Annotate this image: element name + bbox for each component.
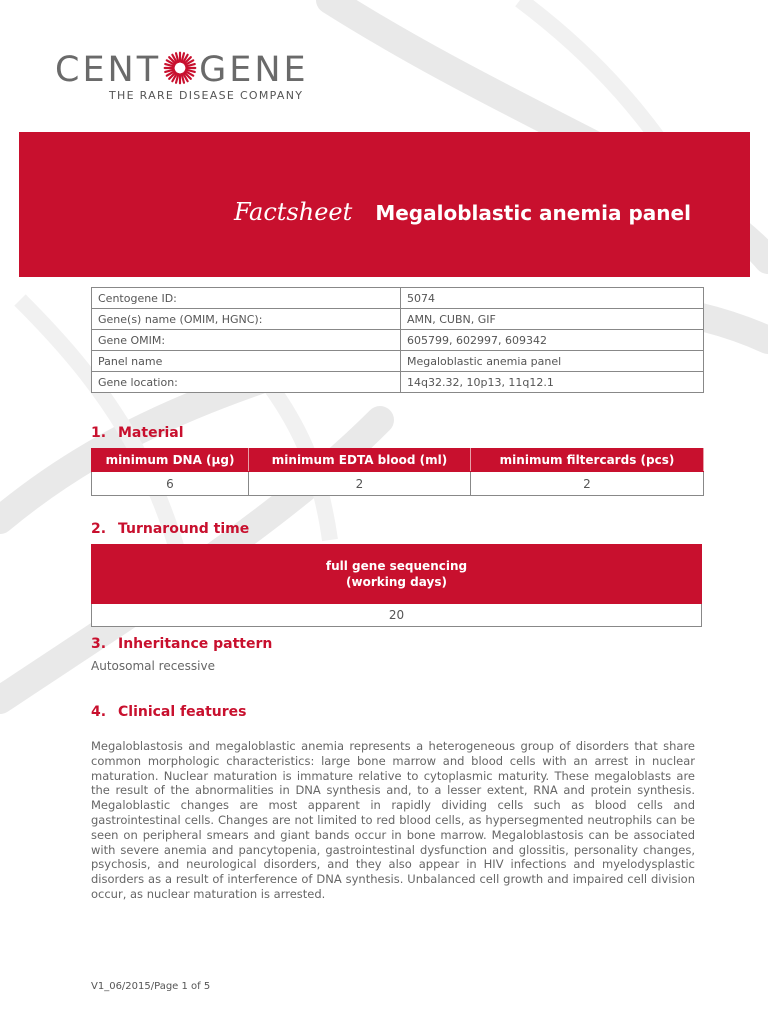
material-value-edta: 2 — [249, 472, 471, 496]
table-row — [92, 372, 704, 393]
clinical-features-text: Megaloblastosis and megaloblastic anemia represents a heterogeneous group of disorders that share common morphologic characteristics: large bone marrow and blood cells with an arrest in nuclear maturation. Nuclear maturation is immature relative to cytoplasmic maturity. These megaloblasts are the result of the abnormalities in DNA synthesis and, to a lesser extent, RNA and protein synthesis. Megaloblastic changes are most apparent in rapidly dividing cells such as blood cells and gastrointestinal cells. Changes are not limited to red blood cells, as hypersegmented neutrophils can be seen on peripheral smears and giant bands occur in bone marrow. Megaloblastosis can be associated with severe anemia and pancytopenia, gastrointestinal dysfunction and glossitis, personality changes, psychosis, and neurological disorders, and they also appear in HIV infections and myelodysplastic disorders as a result of interference of DNA synthesis. Unbalanced cell growth and impaired cell division occur, as nuclear maturation is arrested. — [91, 739, 695, 901]
info-value: 14q32.32, 10p13, 11q12.1 — [401, 372, 704, 393]
centogene-logo — [55, 48, 325, 108]
table-row — [92, 288, 704, 309]
table-row — [92, 309, 704, 330]
turnaround-value: 20 — [92, 604, 702, 627]
info-key: Gene OMIM: — [92, 330, 401, 351]
info-key: Gene location: — [92, 372, 401, 393]
info-key: Centogene ID: — [92, 288, 401, 309]
material-header-edta: minimum EDTA blood (ml) — [249, 449, 471, 472]
panel-title: Megaloblastic anemia panel — [375, 201, 691, 225]
sunburst-logo-icon — [162, 50, 198, 86]
logo-wordmark: CENT GENE — [55, 50, 309, 90]
info-value: 605799, 602997, 609342 — [401, 330, 704, 351]
table-row — [92, 351, 704, 372]
factsheet-label: Factsheet — [234, 198, 353, 226]
info-value: 5074 — [401, 288, 704, 309]
banner-title — [234, 198, 691, 226]
section-heading-inheritance: 3. Inheritance pattern — [91, 636, 273, 652]
material-header-filtercards: minimum filtercards (pcs) — [471, 449, 704, 472]
panel-info-table — [91, 287, 704, 393]
material-value-dna: 6 — [92, 472, 249, 496]
section-heading-material: 1. Material — [91, 425, 184, 441]
material-header-dna: minimum DNA (µg) — [92, 449, 249, 472]
logo-tagline: THE RARE DISEASE COMPANY — [109, 89, 304, 102]
table-row — [92, 472, 704, 496]
info-key: Panel name — [92, 351, 401, 372]
inheritance-text: Autosomal recessive — [91, 659, 216, 673]
info-value: Megaloblastic anemia panel — [401, 351, 704, 372]
turnaround-header: full gene sequencing (working days) — [92, 545, 702, 604]
material-value-filtercards: 2 — [471, 472, 704, 496]
section-heading-clinical: 4. Clinical features — [91, 704, 247, 720]
page-footer: V1_06/2015/Page 1 of 5 — [91, 981, 211, 992]
table-row — [92, 604, 702, 627]
turnaround-table — [91, 544, 702, 627]
material-table — [91, 448, 704, 496]
title-banner — [19, 132, 750, 277]
section-heading-turnaround: 2. Turnaround time — [91, 521, 250, 537]
table-row — [92, 330, 704, 351]
info-key: Gene(s) name (OMIM, HGNC): — [92, 309, 401, 330]
info-value: AMN, CUBN, GIF — [401, 309, 704, 330]
